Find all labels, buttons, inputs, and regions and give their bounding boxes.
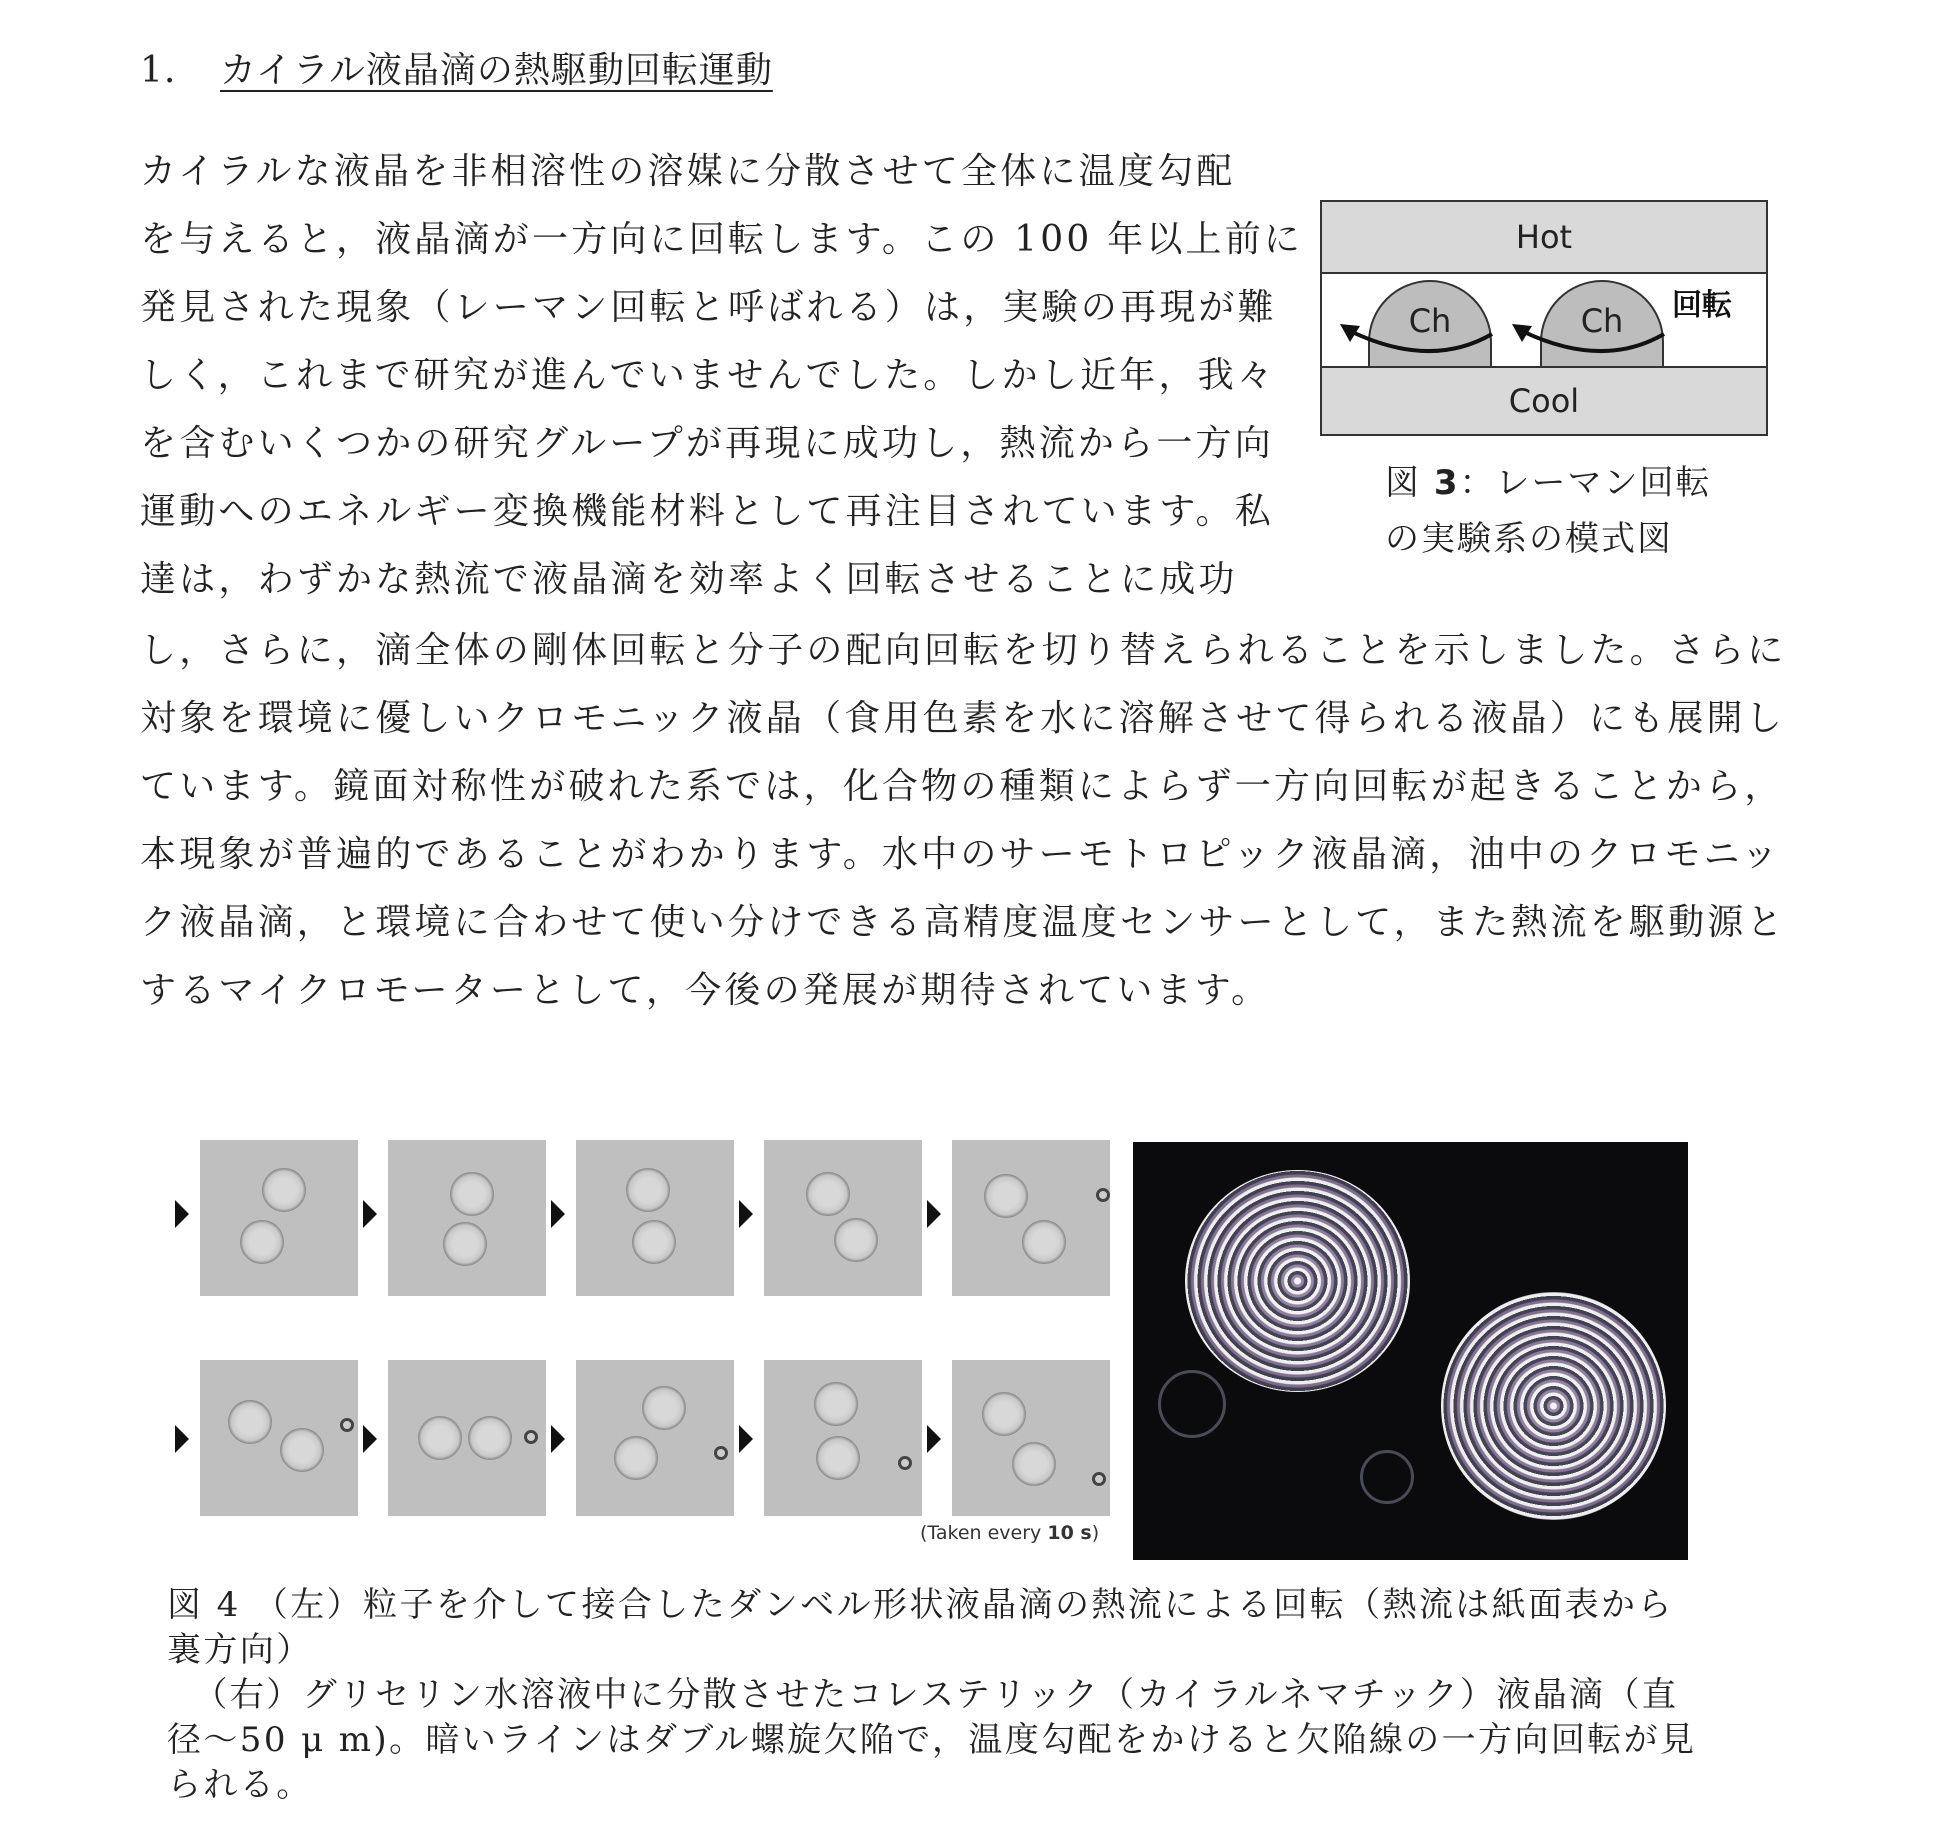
particle — [340, 1418, 354, 1432]
caption-number: 3 — [1433, 463, 1460, 503]
timelapse-frame — [388, 1140, 546, 1296]
cholesteric-droplet-micrograph — [1133, 1142, 1688, 1560]
timelapse-frame — [764, 1140, 922, 1296]
droplet-label: Ch — [1580, 302, 1624, 340]
section-number: 1. — [140, 50, 177, 91]
caption-line: 裏方向） — [167, 1630, 313, 1670]
droplet — [816, 1436, 860, 1480]
small-droplet — [1360, 1450, 1414, 1504]
frame-marker-icon — [363, 1425, 377, 1453]
droplet — [1012, 1442, 1056, 1486]
caption-line: 図 4 （左）粒子を介して接合したダンベル形状液晶滴の熱流による回転（熱流は紙面表から — [167, 1585, 1674, 1625]
paragraph-line: を含むいくつかの研究グループが再現に成功し，熱流から一方向 — [140, 423, 1274, 464]
cholesteric-droplet — [1441, 1292, 1666, 1520]
frame-marker-icon — [175, 1200, 189, 1228]
droplet — [468, 1416, 512, 1460]
frame-marker-icon — [551, 1425, 565, 1453]
paragraph-line: 達は，わずかな熱流で液晶滴を効率よく回転させることに成功 — [140, 559, 1238, 600]
droplet — [642, 1386, 686, 1430]
interval-suffix: ) — [1091, 1522, 1100, 1544]
paragraph-line: 運動へのエネルギー変換機能材料として再注目されています。私 — [140, 491, 1274, 532]
interval-prefix: (Taken every — [920, 1522, 1048, 1544]
figure-3-caption — [1385, 455, 1711, 567]
rotation-arrow-2 — [1520, 330, 1664, 351]
timelapse-frame — [388, 1360, 546, 1516]
paragraph-line: ク液晶滴，と環境に合わせて使い分けできる高精度温度センサーとして，また熱流を駆動源と — [140, 902, 1786, 943]
timelapse-frame — [200, 1140, 358, 1296]
droplet — [228, 1400, 272, 1444]
droplet — [632, 1220, 676, 1264]
frame-marker-icon — [927, 1200, 941, 1228]
caption-line: 径〜50 μ m)。暗いラインはダブル螺旋欠陥で，温度勾配をかけると欠陥線の一方向回転が見 — [167, 1720, 1697, 1760]
hot-label: Hot — [1515, 218, 1573, 256]
timelapse-frame — [576, 1360, 734, 1516]
paragraph-line: するマイクロモーターとして，今後の発展が期待されています。 — [140, 970, 1271, 1011]
droplet-label: Ch — [1408, 302, 1452, 340]
droplet — [262, 1168, 306, 1212]
cholesteric-droplet — [1185, 1170, 1410, 1392]
caption-line-1: ：レーマン回転 — [1459, 463, 1712, 503]
timelapse-frame — [952, 1360, 1110, 1516]
droplet — [450, 1172, 494, 1216]
droplet — [984, 1174, 1028, 1218]
paragraph-line: しく，これまで研究が進んでいませんでした。しかし近年，我々 — [140, 355, 1277, 396]
paragraph-line: 対象を環境に優しいクロモニック液晶（食用色素を水に溶解させて得られる液晶）にも展開し — [140, 698, 1785, 739]
section-heading — [140, 42, 773, 93]
droplet — [443, 1222, 487, 1266]
timelapse-frame — [952, 1140, 1110, 1296]
frame-marker-icon — [739, 1200, 753, 1228]
cool-label: Cool — [1508, 382, 1580, 420]
particle — [714, 1446, 728, 1460]
frame-marker-icon — [739, 1425, 753, 1453]
rotation-arrow-1 — [1348, 330, 1492, 351]
rotation-label: 回転 — [1672, 288, 1732, 323]
caption-line: られる。 — [167, 1765, 313, 1805]
frame-marker-icon — [551, 1200, 565, 1228]
droplet — [614, 1436, 658, 1480]
droplet — [280, 1428, 324, 1472]
paragraph-line: 本現象が普遍的であることがわかります。水中のサーモトロピック液晶滴，油中のクロモニッ — [140, 834, 1781, 875]
frame-marker-icon — [927, 1425, 941, 1453]
paragraph-line: し，さらに，滴全体の剛体回転と分子の配向回転を切り替えられることを示しました。さらに — [140, 630, 1787, 671]
figure-4-caption — [167, 1583, 1696, 1808]
dumbbell-timelapse-grid — [175, 1140, 1110, 1550]
section-title: カイラル液晶滴の熱駆動回転運動 — [220, 50, 773, 91]
droplet — [240, 1220, 284, 1264]
droplet — [814, 1382, 858, 1426]
timelapse-frame — [200, 1360, 358, 1516]
particle — [1096, 1188, 1110, 1202]
droplet — [806, 1172, 850, 1216]
droplet — [834, 1218, 878, 1262]
timelapse-interval-label — [920, 1522, 1099, 1544]
interval-value: 10 s — [1047, 1522, 1092, 1544]
droplet — [1022, 1220, 1066, 1264]
droplet — [626, 1168, 670, 1212]
timelapse-frame — [576, 1140, 734, 1296]
body-paragraph-full — [140, 617, 1786, 1025]
droplet — [418, 1416, 462, 1460]
frame-marker-icon — [363, 1200, 377, 1228]
figure-3-schematic — [1320, 200, 1768, 436]
small-droplet — [1158, 1370, 1226, 1438]
particle — [898, 1456, 912, 1470]
particle — [1092, 1472, 1106, 1486]
paragraph-line: 発見された現象（レーマン回転と呼ばれる）は，実験の再現が難 — [140, 287, 1277, 328]
paragraph-line: ています。鏡面対称性が破れた系では，化合物の種類によらず一方向回転が起きることから， — [140, 766, 1784, 807]
droplet — [982, 1392, 1026, 1436]
cool-plate — [1322, 366, 1766, 434]
caption-line: （右）グリセリン水溶液中に分散させたコレステリック（カイラルネマチック）液晶滴（直 — [167, 1675, 1679, 1715]
particle — [524, 1430, 538, 1444]
body-paragraph-narrow — [140, 138, 1303, 614]
paragraph-line: を与えると，液晶滴が一方向に回転します。この 100 年以上前に — [140, 219, 1304, 260]
timelapse-frame — [764, 1360, 922, 1516]
caption-prefix: 図 — [1385, 463, 1421, 503]
frame-marker-icon — [175, 1425, 189, 1453]
caption-line-2: の実験系の模式図 — [1385, 519, 1673, 559]
paragraph-line: カイラルな液晶を非相溶性の溶媒に分散させて全体に温度勾配 — [140, 151, 1236, 192]
